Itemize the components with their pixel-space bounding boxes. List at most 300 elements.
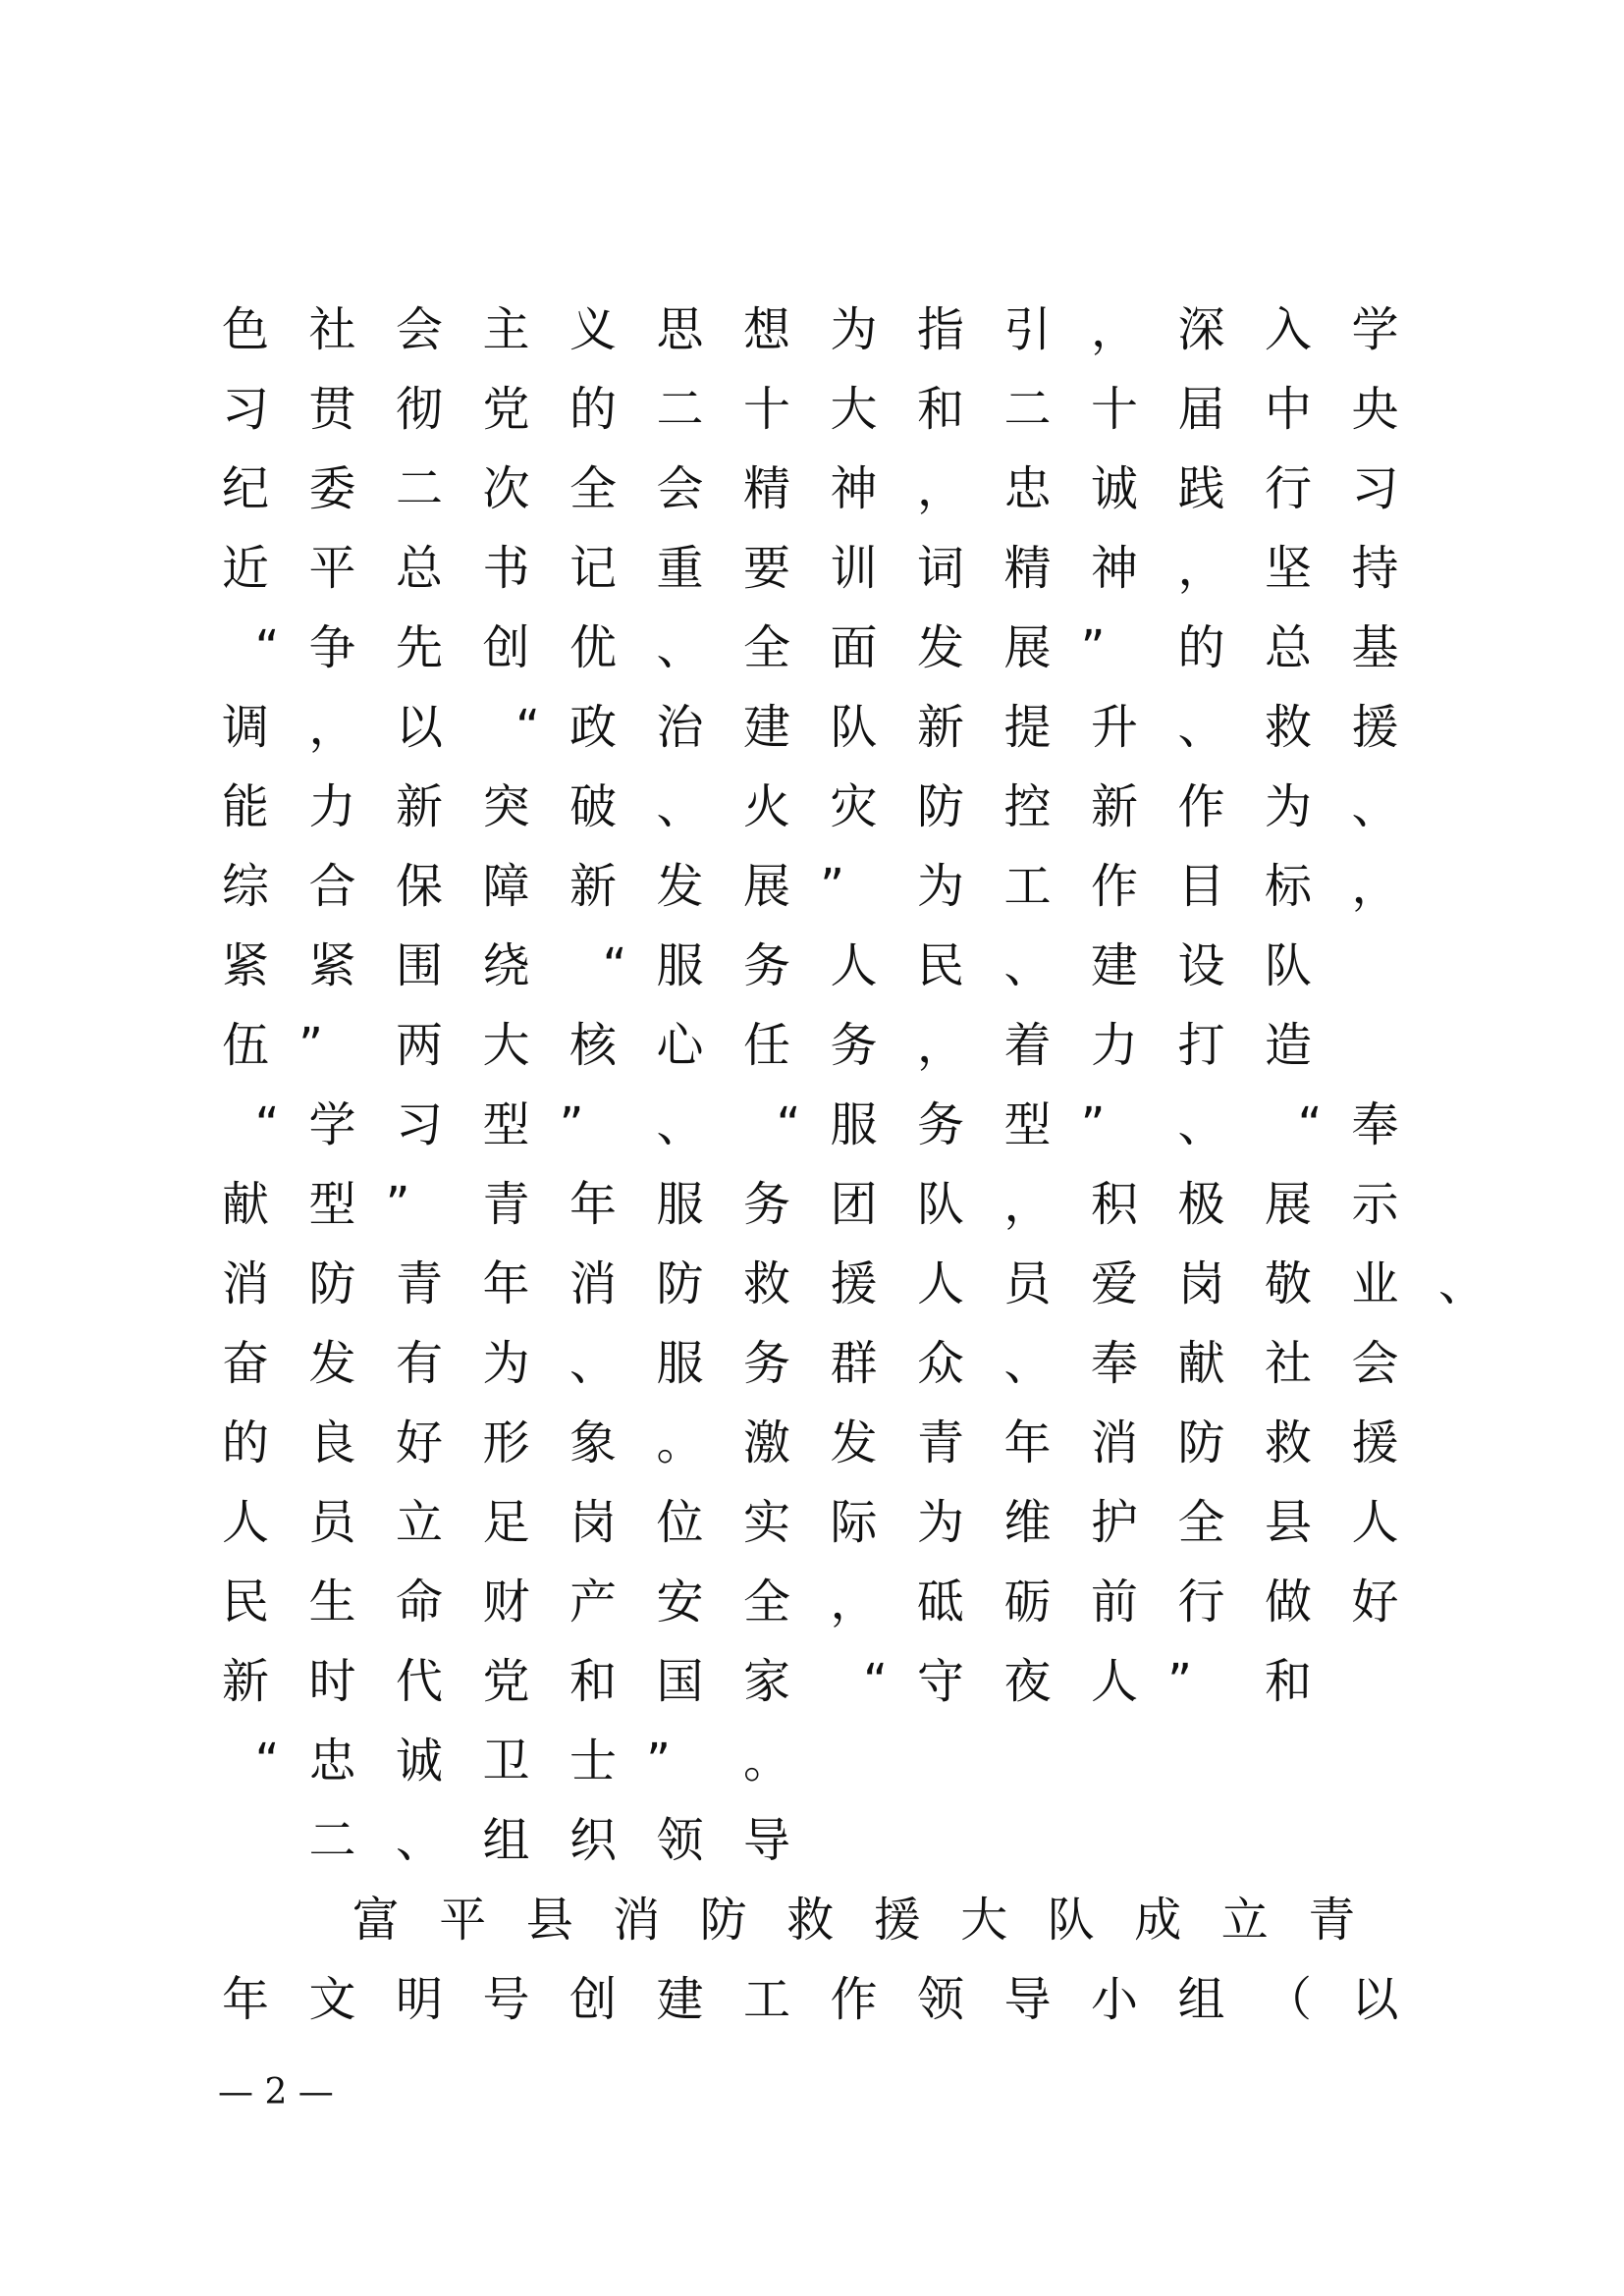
- text-char: 书: [482, 541, 530, 596]
- text-char: 。: [656, 1415, 704, 1470]
- text-char: 建: [656, 1972, 704, 2027]
- text-char: 着: [1003, 1018, 1052, 1073]
- text-line: [216, 1881, 1492, 1960]
- text-char: 十: [1090, 382, 1138, 437]
- text-char: 团: [830, 1177, 878, 1232]
- text-char: 突: [482, 779, 530, 834]
- text-line: [216, 1404, 1492, 1483]
- text-char: 二: [1003, 382, 1052, 437]
- text-char: 防: [699, 1893, 747, 1948]
- text-line: [216, 1801, 1492, 1881]
- text-char: 救: [1264, 1415, 1312, 1470]
- text-line: [216, 1245, 1492, 1324]
- text-char: 、: [1177, 700, 1225, 755]
- text-char: 消: [221, 1256, 269, 1311]
- text-char: 人: [221, 1495, 269, 1550]
- text-char: 青: [1308, 1893, 1356, 1948]
- text-char: 好: [1351, 1575, 1399, 1629]
- text-char: 人: [1090, 1654, 1138, 1709]
- text-char: 障: [482, 859, 530, 914]
- text-char: 中: [1264, 382, 1312, 437]
- text-char: 伍: [221, 1018, 269, 1073]
- text-char: 位: [656, 1495, 704, 1550]
- text-char: 务: [742, 938, 790, 993]
- text-char: 民: [916, 938, 964, 993]
- text-char: 岗: [1177, 1256, 1225, 1311]
- page-number: — 2 —: [218, 2072, 334, 2112]
- text-char: 神: [830, 461, 878, 516]
- text-char: 新: [916, 700, 964, 755]
- text-char: 二: [308, 1813, 356, 1868]
- text-char: 绕: [482, 938, 530, 993]
- text-char: 代: [395, 1654, 443, 1709]
- text-char: 作: [830, 1972, 878, 2027]
- text-char: ，: [1003, 1177, 1052, 1232]
- text-char: “: [602, 938, 627, 993]
- text-char: 奉: [1351, 1097, 1399, 1152]
- text-char: 记: [568, 541, 617, 596]
- text-char: ，: [830, 1575, 878, 1629]
- text-char: 升: [1090, 700, 1138, 755]
- text-char: 十: [742, 382, 790, 437]
- text-char: “: [1297, 1097, 1323, 1152]
- text-char: 、: [656, 1097, 704, 1152]
- text-char: 为: [830, 302, 878, 357]
- text-char: 以: [1351, 1972, 1399, 2027]
- text-char: 防: [656, 1256, 704, 1311]
- text-char: 县: [525, 1893, 573, 1948]
- text-char: 救: [1264, 700, 1312, 755]
- text-char: 大: [830, 382, 878, 437]
- text-char: 明: [395, 1972, 443, 2027]
- text-char: 号: [482, 1972, 530, 2027]
- text-char: 县: [1264, 1495, 1312, 1550]
- text-char: 良: [308, 1415, 356, 1470]
- text-char: 紧: [308, 938, 356, 993]
- text-char: 、: [656, 779, 704, 834]
- text-char: 大: [482, 1018, 530, 1073]
- text-char: 奉: [1090, 1336, 1138, 1391]
- text-char: 色: [221, 302, 269, 357]
- text-char: 国: [656, 1654, 704, 1709]
- text-char: 会: [1351, 1336, 1399, 1391]
- text-char: 组: [482, 1813, 530, 1868]
- text-line: [216, 1722, 1492, 1801]
- text-char: 、: [1003, 938, 1052, 993]
- text-char: 时: [308, 1654, 356, 1709]
- text-char: 服: [656, 938, 704, 993]
- text-char: “: [515, 700, 540, 755]
- text-char: 的: [1177, 620, 1225, 675]
- text-char: 委: [308, 461, 356, 516]
- text-char: 岗: [568, 1495, 617, 1550]
- text-char: 提: [1003, 700, 1052, 755]
- text-char: 、: [656, 620, 704, 675]
- text-char: 坚: [1264, 541, 1312, 596]
- text-char: 型: [308, 1177, 356, 1232]
- text-char: 训: [830, 541, 878, 596]
- text-char: 两: [395, 1018, 443, 1073]
- text-char: 织: [568, 1813, 617, 1868]
- text-char: 践: [1177, 461, 1225, 516]
- text-char: 型: [482, 1097, 530, 1152]
- text-char: ”: [559, 1097, 584, 1152]
- text-char: 型: [1003, 1097, 1052, 1152]
- text-line: [216, 1324, 1492, 1404]
- text-char: 社: [1264, 1336, 1312, 1391]
- text-char: 命: [395, 1575, 443, 1629]
- text-line: [216, 688, 1492, 768]
- text-char: 总: [1264, 620, 1312, 675]
- text-char: 、: [1351, 779, 1399, 834]
- text-char: ，: [916, 1018, 964, 1073]
- text-char: 火: [742, 779, 790, 834]
- text-char: 为: [482, 1336, 530, 1391]
- text-char: 指: [916, 302, 964, 357]
- text-char: 砥: [916, 1575, 964, 1629]
- text-char: 安: [656, 1575, 704, 1629]
- text-char: 献: [221, 1177, 269, 1232]
- text-char: 力: [1090, 1018, 1138, 1073]
- text-char: 守: [916, 1654, 964, 1709]
- text-char: 任: [742, 1018, 790, 1073]
- text-char: 诚: [395, 1734, 443, 1789]
- text-char: 服: [830, 1097, 878, 1152]
- text-char: 会: [656, 461, 704, 516]
- text-char: 导: [742, 1813, 790, 1868]
- text-char: 发: [830, 1415, 878, 1470]
- text-char: 务: [742, 1177, 790, 1232]
- text-char: 爱: [1090, 1256, 1138, 1311]
- text-char: 习: [395, 1097, 443, 1152]
- text-line: [216, 609, 1492, 688]
- text-char: 精: [742, 461, 790, 516]
- text-char: ”: [1080, 1097, 1106, 1152]
- text-char: 奋: [221, 1336, 269, 1391]
- text-char: 深: [1177, 302, 1225, 357]
- text-char: 届: [1177, 382, 1225, 437]
- text-char: 队: [1264, 938, 1312, 993]
- text-char: ”: [646, 1734, 671, 1789]
- text-char: 务: [916, 1097, 964, 1152]
- text-line: [216, 1563, 1492, 1642]
- text-char: ”: [1167, 1654, 1192, 1709]
- text-char: 年: [482, 1256, 530, 1311]
- text-char: 众: [916, 1336, 964, 1391]
- text-char: 和: [568, 1654, 617, 1709]
- text-char: 行: [1177, 1575, 1225, 1629]
- text-char: 先: [395, 620, 443, 675]
- text-char: 建: [1090, 938, 1138, 993]
- text-char: “: [254, 620, 280, 675]
- text-char: 队: [916, 1177, 964, 1232]
- text-char: 入: [1264, 302, 1312, 357]
- text-char: 工: [1003, 859, 1052, 914]
- text-line: [216, 1960, 1492, 2040]
- text-char: 展: [1264, 1177, 1312, 1232]
- text-char: 财: [482, 1575, 530, 1629]
- text-char: 援: [1351, 1415, 1399, 1470]
- text-char: 近: [221, 541, 269, 596]
- text-char: 。: [742, 1734, 790, 1789]
- text-char: 象: [568, 1415, 617, 1470]
- text-char: 员: [308, 1495, 356, 1550]
- text-char: “: [254, 1097, 280, 1152]
- text-char: 要: [742, 541, 790, 596]
- text-char: 贯: [308, 382, 356, 437]
- text-char: 作: [1090, 859, 1138, 914]
- text-line: [216, 1086, 1492, 1165]
- text-char: 次: [482, 461, 530, 516]
- text-char: 标: [1264, 859, 1312, 914]
- text-char: 人: [830, 938, 878, 993]
- text-char: 合: [308, 859, 356, 914]
- text-char: 青: [916, 1415, 964, 1470]
- text-char: 维: [1003, 1495, 1052, 1550]
- text-char: ，: [1177, 541, 1225, 596]
- text-char: 援: [1351, 700, 1399, 755]
- text-char: 新: [221, 1654, 269, 1709]
- text-char: 务: [830, 1018, 878, 1073]
- text-char: 、: [1177, 1097, 1225, 1152]
- text-char: 展: [1003, 620, 1052, 675]
- text-char: 新: [395, 779, 443, 834]
- text-char: 发: [916, 620, 964, 675]
- text-char: 灾: [830, 779, 878, 834]
- text-line: [216, 370, 1492, 450]
- text-char: ，: [308, 700, 356, 755]
- text-char: 富: [352, 1893, 400, 1948]
- text-char: 为: [1264, 779, 1312, 834]
- text-char: 立: [395, 1495, 443, 1550]
- text-char: 新: [568, 859, 617, 914]
- text-char: 诚: [1090, 461, 1138, 516]
- text-char: 全: [742, 620, 790, 675]
- text-char: 二: [395, 461, 443, 516]
- text-char: 敬: [1264, 1256, 1312, 1311]
- text-char: 、: [1437, 1256, 1486, 1311]
- text-char: 重: [656, 541, 704, 596]
- text-char: 新: [1090, 779, 1138, 834]
- text-line: [216, 927, 1492, 1006]
- text-char: 消: [568, 1256, 617, 1311]
- text-char: 年: [1003, 1415, 1052, 1470]
- text-char: 务: [742, 1336, 790, 1391]
- text-char: 词: [916, 541, 964, 596]
- text-line: [216, 768, 1492, 847]
- text-char: 夜: [1003, 1654, 1052, 1709]
- text-char: 控: [1003, 779, 1052, 834]
- text-char: 精: [1003, 541, 1052, 596]
- text-char: 目: [1177, 859, 1225, 914]
- text-char: 习: [1351, 461, 1399, 516]
- text-char: 家: [742, 1654, 790, 1709]
- text-char: 央: [1351, 382, 1399, 437]
- text-char: 做: [1264, 1575, 1312, 1629]
- text-char: ，: [916, 461, 964, 516]
- text-char: 围: [395, 938, 443, 993]
- text-char: 思: [656, 302, 704, 357]
- text-char: 习: [221, 382, 269, 437]
- text-char: 好: [395, 1415, 443, 1470]
- text-char: 学: [308, 1097, 356, 1152]
- text-char: 总: [395, 541, 443, 596]
- text-char: 形: [482, 1415, 530, 1470]
- text-char: 面: [830, 620, 878, 675]
- text-char: 文: [308, 1972, 356, 2027]
- text-char: 忠: [1003, 461, 1052, 516]
- text-char: 平: [439, 1893, 487, 1948]
- text-char: 核: [568, 1018, 617, 1073]
- text-line: [216, 847, 1492, 927]
- text-char: 持: [1351, 541, 1399, 596]
- text-char: 综: [221, 859, 269, 914]
- text-char: 创: [482, 620, 530, 675]
- text-char: 想: [742, 302, 790, 357]
- text-char: 争: [308, 620, 356, 675]
- text-char: “: [254, 1734, 280, 1789]
- text-char: 生: [308, 1575, 356, 1629]
- text-char: 设: [1177, 938, 1225, 993]
- text-char: 、: [395, 1813, 443, 1868]
- text-char: “: [776, 1097, 801, 1152]
- text-char: 立: [1220, 1893, 1269, 1948]
- text-char: 和: [916, 382, 964, 437]
- text-char: 为: [916, 859, 964, 914]
- text-line: [216, 1006, 1492, 1086]
- text-char: 发: [308, 1336, 356, 1391]
- text-char: 防: [308, 1256, 356, 1311]
- text-char: 创: [568, 1972, 617, 2027]
- text-char: 卫: [482, 1734, 530, 1789]
- text-char: 彻: [395, 382, 443, 437]
- text-char: 救: [742, 1256, 790, 1311]
- text-char: 援: [873, 1893, 921, 1948]
- text-char: 引: [1003, 302, 1052, 357]
- text-char: 和: [1264, 1654, 1312, 1709]
- text-char: 消: [1090, 1415, 1138, 1470]
- text-char: 建: [742, 700, 790, 755]
- text-char: 青: [482, 1177, 530, 1232]
- text-char: “: [863, 1654, 888, 1709]
- text-char: 能: [221, 779, 269, 834]
- text-char: 治: [656, 700, 704, 755]
- text-char: 产: [568, 1575, 617, 1629]
- text-char: 队: [1047, 1893, 1095, 1948]
- text-char: 全: [742, 1575, 790, 1629]
- text-char: 社: [308, 302, 356, 357]
- text-line: [216, 1642, 1492, 1722]
- text-char: 前: [1090, 1575, 1138, 1629]
- text-char: 成: [1134, 1893, 1182, 1948]
- text-char: 力: [308, 779, 356, 834]
- text-char: 大: [960, 1893, 1008, 1948]
- text-char: 作: [1177, 779, 1225, 834]
- text-line: [216, 1165, 1492, 1245]
- text-char: 砺: [1003, 1575, 1052, 1629]
- text-char: 业: [1351, 1256, 1399, 1311]
- text-char: 士: [568, 1734, 617, 1789]
- text-char: 援: [830, 1256, 878, 1311]
- text-char: （: [1264, 1972, 1312, 2027]
- text-char: 为: [916, 1495, 964, 1550]
- text-char: 学: [1351, 302, 1399, 357]
- text-char: 防: [916, 779, 964, 834]
- text-char: 献: [1177, 1336, 1225, 1391]
- text-char: 党: [482, 1654, 530, 1709]
- text-char: 二: [656, 382, 704, 437]
- text-char: 忠: [308, 1734, 356, 1789]
- text-char: 保: [395, 859, 443, 914]
- text-char: ”: [385, 1177, 410, 1232]
- text-char: 打: [1177, 1018, 1225, 1073]
- text-char: ”: [820, 859, 844, 914]
- text-char: 服: [656, 1336, 704, 1391]
- text-char: 导: [1003, 1972, 1052, 2027]
- text-char: 调: [221, 700, 269, 755]
- text-char: 、: [568, 1336, 617, 1391]
- text-line: [216, 291, 1492, 370]
- text-char: 小: [1090, 1972, 1138, 2027]
- text-char: 消: [613, 1893, 661, 1948]
- text-char: 人: [916, 1256, 964, 1311]
- text-char: 服: [656, 1177, 704, 1232]
- text-char: 以: [395, 700, 443, 755]
- text-char: ，: [1090, 302, 1138, 357]
- text-char: 党: [482, 382, 530, 437]
- text-char: 防: [1177, 1415, 1225, 1470]
- text-char: ，: [1351, 859, 1399, 914]
- text-char: 群: [830, 1336, 878, 1391]
- text-char: 护: [1090, 1495, 1138, 1550]
- text-char: ”: [298, 1018, 323, 1073]
- text-char: 展: [742, 859, 790, 914]
- text-char: 行: [1264, 461, 1312, 516]
- text-char: 的: [221, 1415, 269, 1470]
- text-char: 人: [1351, 1495, 1399, 1550]
- text-line: [216, 1483, 1492, 1563]
- text-char: 激: [742, 1415, 790, 1470]
- text-char: 会: [395, 302, 443, 357]
- text-char: 有: [395, 1336, 443, 1391]
- text-char: 的: [568, 382, 617, 437]
- text-char: 造: [1264, 1018, 1312, 1073]
- text-char: 际: [830, 1495, 878, 1550]
- text-char: 救: [786, 1893, 835, 1948]
- text-char: 心: [656, 1018, 704, 1073]
- text-char: 主: [482, 302, 530, 357]
- text-char: 工: [742, 1972, 790, 2027]
- text-char: 义: [568, 302, 617, 357]
- text-char: 紧: [221, 938, 269, 993]
- text-char: 员: [1003, 1256, 1052, 1311]
- text-char: 优: [568, 620, 617, 675]
- text-char: 积: [1090, 1177, 1138, 1232]
- text-char: 神: [1090, 541, 1138, 596]
- text-line: [216, 450, 1492, 529]
- text-char: 队: [830, 700, 878, 755]
- text-char: 破: [568, 779, 617, 834]
- text-char: 组: [1177, 1972, 1225, 2027]
- text-char: 纪: [221, 461, 269, 516]
- text-char: 民: [221, 1575, 269, 1629]
- text-char: 实: [742, 1495, 790, 1550]
- text-char: 足: [482, 1495, 530, 1550]
- text-char: 年: [221, 1972, 269, 2027]
- text-line: [216, 529, 1492, 609]
- text-char: 全: [568, 461, 617, 516]
- text-char: 极: [1177, 1177, 1225, 1232]
